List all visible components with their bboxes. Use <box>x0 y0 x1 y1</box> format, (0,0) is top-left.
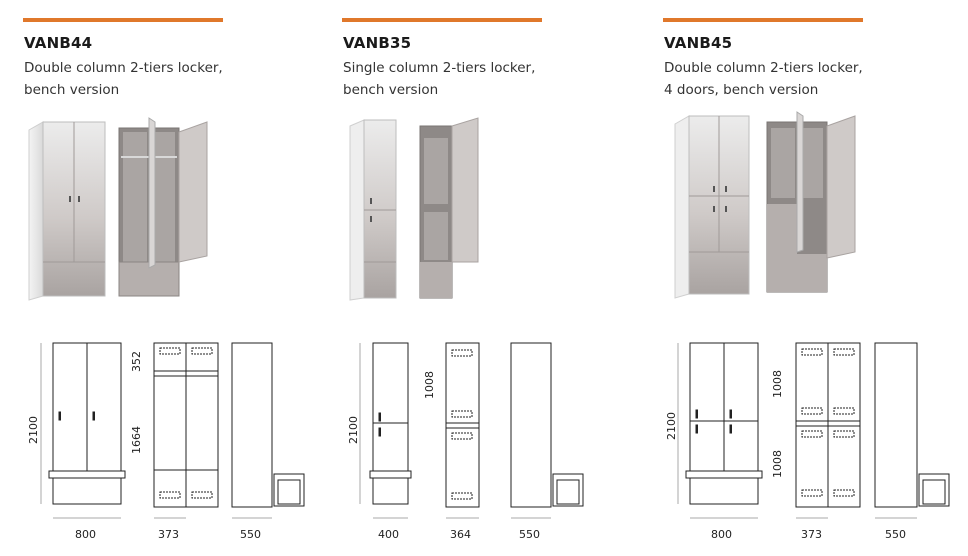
inner-width-dimension: 373 <box>801 528 822 541</box>
locker-closed-photo <box>675 116 749 298</box>
height-dimension: 2100 <box>665 412 678 440</box>
description-line: bench version <box>343 82 439 98</box>
height-dimension: 2100 <box>27 416 40 444</box>
product-vanb44 <box>23 0 323 556</box>
description-line: bench version <box>24 82 120 98</box>
description-line: Double column 2-tiers locker, <box>24 60 223 76</box>
product-illustration <box>342 0 642 556</box>
technical-drawing <box>360 343 583 518</box>
upper-dimension: 352 <box>130 351 143 372</box>
dimension-labels <box>27 351 261 541</box>
product-code: VANB44 <box>24 34 93 52</box>
description-line: Double column 2-tiers locker, <box>664 60 863 76</box>
product-vanb35 <box>342 0 642 556</box>
height-dimension: 2100 <box>347 416 360 444</box>
technical-drawing <box>678 343 949 518</box>
dimension-labels <box>665 370 906 541</box>
upper-dimension: 1008 <box>771 370 784 398</box>
locker-open-photo <box>767 112 855 292</box>
depth-dimension: 550 <box>885 528 906 541</box>
technical-drawing <box>41 343 304 518</box>
product-code: VANB45 <box>664 34 733 52</box>
locker-open-photo <box>420 118 478 298</box>
depth-dimension: 550 <box>519 528 540 541</box>
product-code: VANB35 <box>343 34 412 52</box>
product-illustration <box>663 0 963 556</box>
depth-dimension: 550 <box>240 528 261 541</box>
description-line: 4 doors, bench version <box>664 82 819 98</box>
product-illustration <box>23 0 323 556</box>
locker-closed-photo <box>29 122 105 300</box>
product-vanb45 <box>663 0 963 556</box>
locker-closed-photo <box>350 120 396 300</box>
lower-dimension: 1008 <box>771 450 784 478</box>
locker-open-photo <box>119 118 207 296</box>
width-dimension: 400 <box>378 528 399 541</box>
inner-width-dimension: 364 <box>450 528 471 541</box>
upper-dimension: 1008 <box>423 371 436 399</box>
description-line: Single column 2-tiers locker, <box>343 60 536 76</box>
lower-dimension: 1664 <box>130 426 143 454</box>
inner-width-dimension: 373 <box>158 528 179 541</box>
width-dimension: 800 <box>75 528 96 541</box>
width-dimension: 800 <box>711 528 732 541</box>
